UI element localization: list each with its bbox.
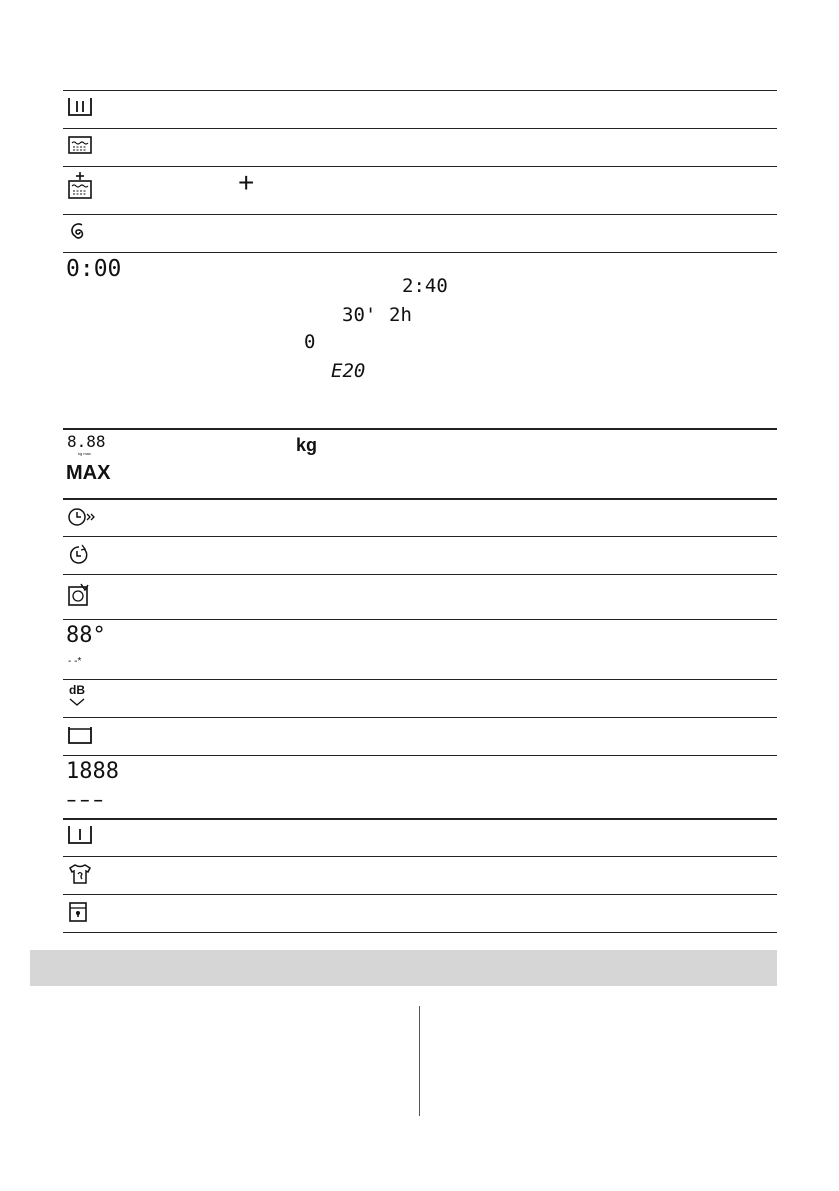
weight-sub-label: kg max <box>78 451 91 456</box>
water-level-icon <box>66 134 96 156</box>
column-divider <box>419 1006 420 1116</box>
spin-speed-digits: 1888 <box>66 759 119 784</box>
table-rule <box>63 717 777 718</box>
table-rule <box>63 856 777 857</box>
rinse-hold-icon <box>66 96 96 118</box>
time-display: 0:00 <box>66 256 122 282</box>
table-rule <box>63 619 777 620</box>
weight-digits: 8.88 <box>67 432 106 451</box>
delay-end-icon <box>66 505 98 529</box>
table-bottom-rule <box>63 932 777 933</box>
table-rule <box>63 128 777 129</box>
table-rule <box>63 166 777 167</box>
section-header-band <box>30 950 777 986</box>
table-rule <box>63 574 777 575</box>
countdown-example: 2:40 <box>402 275 448 297</box>
delay-minutes-example: 30' <box>342 304 377 326</box>
error-code-example: E20 <box>331 360 366 382</box>
plus-sign: + <box>238 167 255 198</box>
steam-shirt-icon <box>66 862 96 886</box>
table-rule <box>63 214 777 215</box>
drum-icon <box>66 724 96 746</box>
child-lock-icon <box>66 900 96 924</box>
table-top-rule <box>63 90 777 91</box>
weight-unit: kg <box>296 435 318 455</box>
weight-max-label: MAX <box>66 462 111 484</box>
stop-icon <box>66 824 96 846</box>
chevron-down-icon <box>68 698 88 707</box>
table-rule <box>63 252 777 253</box>
delay-hours-example: 2h <box>389 304 412 326</box>
zero-example: 0 <box>304 331 316 353</box>
time-save-icon <box>66 543 96 567</box>
prewash-icon <box>66 583 96 609</box>
table-rule <box>63 498 777 500</box>
spin-speed-dashes: – – – <box>67 792 103 809</box>
table-rule <box>63 679 777 680</box>
table-rule <box>63 894 777 895</box>
quiet-mode-label: dB <box>69 683 85 697</box>
temperature-digits: 88° <box>66 623 106 648</box>
table-rule <box>63 818 777 820</box>
spin-icon <box>66 222 96 244</box>
extra-rinse-icon <box>66 171 96 201</box>
table-rule <box>63 428 777 430</box>
table-rule <box>63 755 777 756</box>
temperature-cold: - -* <box>68 656 82 667</box>
table-rule <box>63 536 777 537</box>
